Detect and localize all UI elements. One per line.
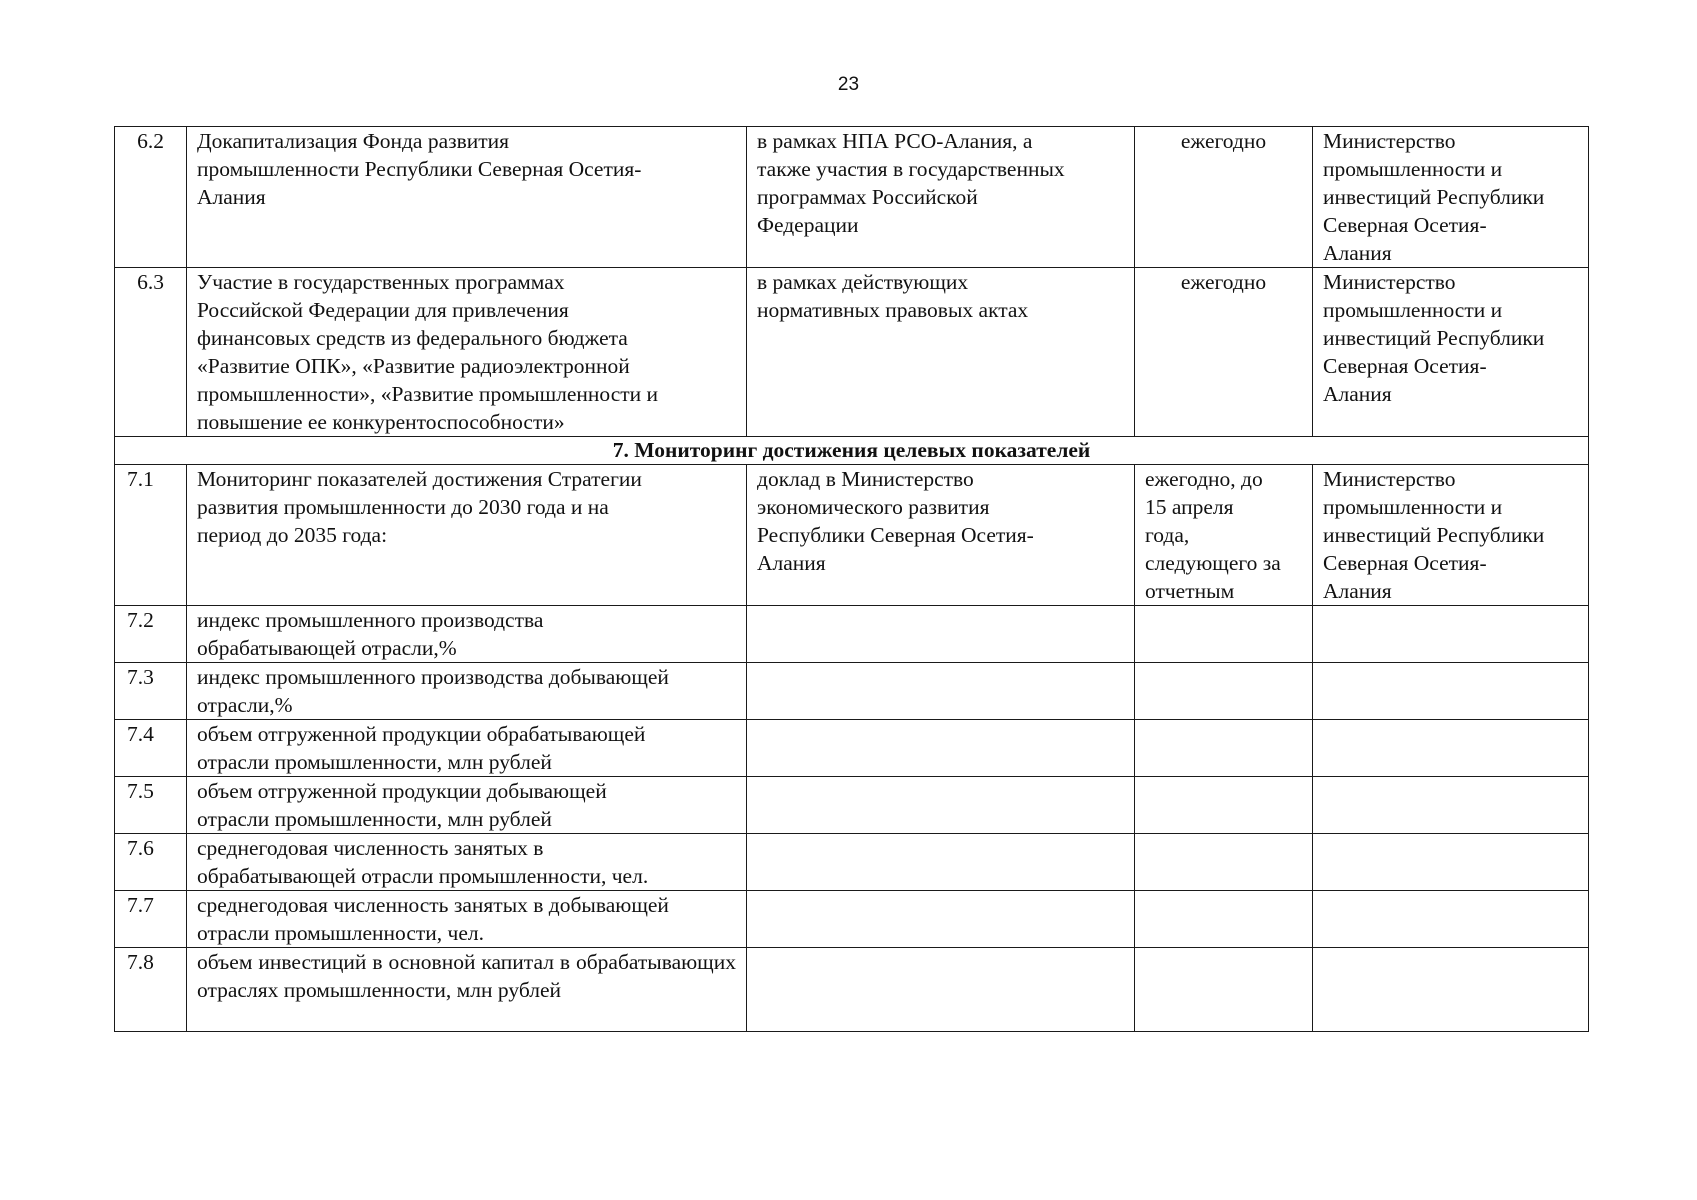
responsible-cell xyxy=(1313,777,1589,834)
period-cell xyxy=(1135,663,1313,720)
period-cell xyxy=(1135,834,1313,891)
table-row xyxy=(115,777,1589,834)
responsible-cell xyxy=(1313,663,1589,720)
row-number: 6.2 xyxy=(115,127,187,268)
row-number: 7.5 xyxy=(115,777,187,834)
responsible-cell xyxy=(1313,834,1589,891)
form-cell xyxy=(747,663,1135,720)
row-number: 7.6 xyxy=(115,834,187,891)
event-cell: Участие в государственных программах Российской Федерации для привлечения финансовых средств из федерального бюджета «Развитие ОПК», «Развитие радиоэлектронной промышленности», «Развитие промышленности и повышение ее конкурентоспособности» xyxy=(187,268,747,437)
form-cell xyxy=(747,891,1135,948)
responsible-cell xyxy=(1313,891,1589,948)
event-cell: Мониторинг показателей достижения Стратегии развития промышленности до 2030 года и на период до 2035 года: xyxy=(187,465,747,606)
row-number: 7.7 xyxy=(115,891,187,948)
period-cell xyxy=(1135,606,1313,663)
page-number: 23 xyxy=(837,74,860,95)
responsible-cell xyxy=(1313,606,1589,663)
form-cell xyxy=(747,777,1135,834)
row-number: 6.3 xyxy=(115,268,187,437)
section-heading: 7. Мониторинг достижения целевых показателей xyxy=(115,437,1589,465)
period-cell xyxy=(1135,891,1313,948)
event-cell: индекс промышленного производства добывающей отрасли,% xyxy=(187,663,747,720)
table-row xyxy=(115,465,1589,606)
responsible-cell xyxy=(1313,948,1589,1032)
row-number: 7.4 xyxy=(115,720,187,777)
measures-table xyxy=(114,126,1589,1032)
row-number: 7.3 xyxy=(115,663,187,720)
period-cell xyxy=(1135,948,1313,1032)
period-cell xyxy=(1135,777,1313,834)
section-heading-row xyxy=(115,437,1589,465)
event-cell: среднегодовая численность занятых в обрабатывающей отрасли промышленности, чел. xyxy=(187,834,747,891)
responsible-cell: Министерство промышленности и инвестиций Республики Северная Осетия- Алания xyxy=(1313,127,1589,268)
table-row xyxy=(115,891,1589,948)
row-number: 7.1 xyxy=(115,465,187,606)
row-number: 7.2 xyxy=(115,606,187,663)
responsible-cell: Министерство промышленности и инвестиций Республики Северная Осетия- Алания xyxy=(1313,465,1589,606)
event-cell: индекс промышленного производства обрабатывающей отрасли,% xyxy=(187,606,747,663)
form-cell xyxy=(747,606,1135,663)
table-row xyxy=(115,127,1589,268)
responsible-cell xyxy=(1313,720,1589,777)
form-cell xyxy=(747,720,1135,777)
event-cell: объем отгруженной продукции обрабатывающей отрасли промышленности, млн рублей xyxy=(187,720,747,777)
form-cell: доклад в Министерство экономического развития Республики Северная Осетия- Алания xyxy=(747,465,1135,606)
event-cell: Докапитализация Фонда развития промышленности Республики Северная Осетия- Алания xyxy=(187,127,747,268)
responsible-cell: Министерство промышленности и инвестиций Республики Северная Осетия- Алания xyxy=(1313,268,1589,437)
table-row xyxy=(115,606,1589,663)
period-cell: ежегодно xyxy=(1135,268,1313,437)
event-cell: объем инвестиций в основной капитал в обрабатывающих отраслях промышленности, млн рублей xyxy=(187,948,747,1032)
period-cell: ежегодно xyxy=(1135,127,1313,268)
table-row xyxy=(115,663,1589,720)
table-row xyxy=(115,720,1589,777)
row-number: 7.8 xyxy=(115,948,187,1032)
period-cell xyxy=(1135,720,1313,777)
event-cell: среднегодовая численность занятых в добывающей отрасли промышленности, чел. xyxy=(187,891,747,948)
table-row xyxy=(115,268,1589,437)
table-row xyxy=(115,948,1589,1032)
form-cell xyxy=(747,834,1135,891)
event-cell: объем отгруженной продукции добывающей отрасли промышленности, млн рублей xyxy=(187,777,747,834)
form-cell: в рамках НПА РСО-Алания, а также участия в государственных программах Российской Федерации xyxy=(747,127,1135,268)
form-cell xyxy=(747,948,1135,1032)
table-row xyxy=(115,834,1589,891)
form-cell: в рамках действующих нормативных правовых актах xyxy=(747,268,1135,437)
period-cell: ежегодно, до 15 апреля года, следующего за отчетным xyxy=(1135,465,1313,606)
